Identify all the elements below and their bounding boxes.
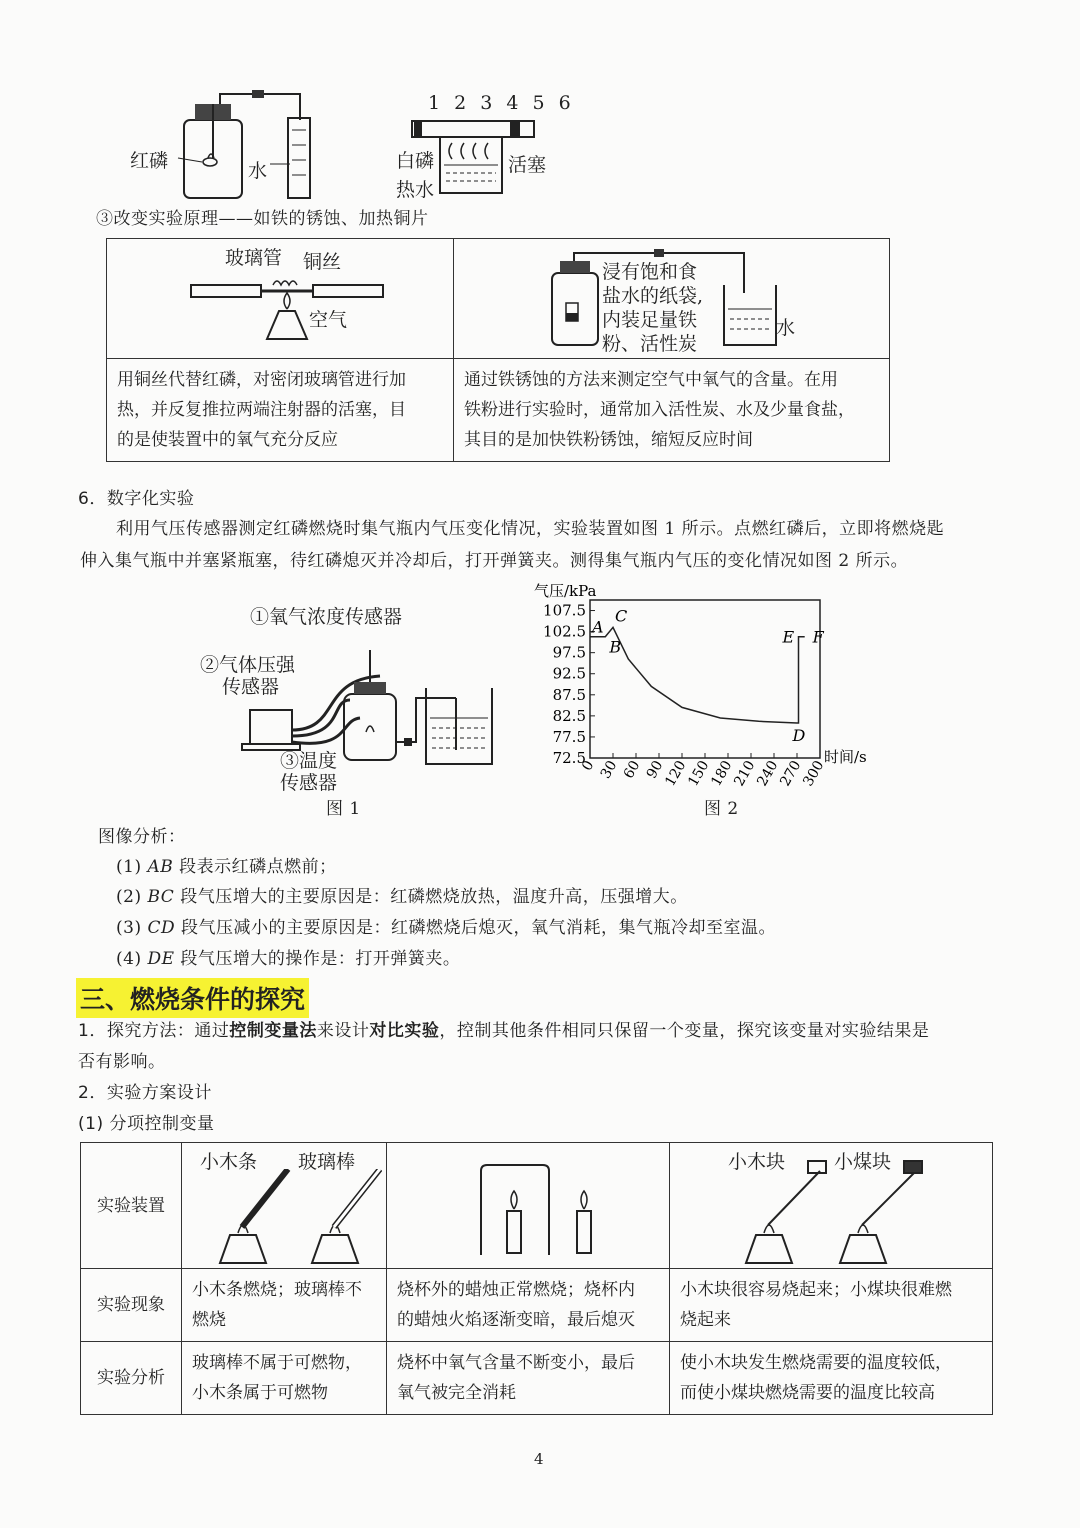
section-heading-change-principle: ③改变实验原理——如铁的锈蚀、加热铜片 [96,209,429,229]
y-tick-label: 92.5 [552,664,586,683]
label-red-phosphorus: 红磷 [130,150,169,172]
x-tick-label: 90 [643,758,667,782]
label-temp-sensor-a: ③温度 [280,750,338,772]
analysis-item-2 [116,882,688,912]
method-para-1 [78,1016,929,1046]
point-label: D [792,726,806,746]
label-oxygen-sensor: ①氧气浓度传感器 [250,606,403,628]
x-axis-label: 时间/s [824,748,867,766]
digital-para-1: 利用气压传感器测定红磷燃烧时集气瓶内气压变化情况，实验装置如图 1 所示。点燃红磷后，立即将燃烧匙 [116,519,945,539]
text-line: 小木条属于可燃物 [192,1383,328,1403]
iron-figure-cell [454,239,890,359]
text-line: 氧气被完全消耗 [397,1383,516,1403]
x-tick-label: 300 [800,758,828,790]
copper-figure-cell [107,239,454,359]
label-scale: 1 2 3 4 5 6 [428,92,575,114]
label-glass-rod: 玻璃棒 [298,1151,356,1173]
x-tick-label: 240 [754,758,782,790]
label-air: 空气 [309,309,348,331]
section-title-combustion: 三、燃烧条件的探究 [76,978,309,1018]
y-tick-label: 87.5 [552,685,586,704]
label-wood-stick: 小木条 [200,1151,258,1173]
fig2-caption: 图 2 [704,799,739,819]
label-hot-water: 热水 [396,179,435,201]
item-text: 段气压减小的主要原因是：红磷燃烧后熄灭，氧气消耗，集气瓶冷却至室温。 [175,918,777,938]
x-tick-label: 210 [731,758,759,790]
pressure-line [590,627,805,723]
row-head-analysis: 实验分析 [81,1342,182,1415]
phenomenon-cell-2 [387,1269,670,1342]
sensor-apparatus-figure [230,620,520,790]
digital-heading: 6．数字化实验 [78,489,195,509]
y-tick-label: 72.5 [552,749,586,767]
label-paper-bag-2: 盐水的纸袋, [602,285,704,307]
item-number: (3) [116,918,148,938]
phenomenon-cell-1 [182,1269,387,1342]
segment-label: BC [147,887,175,907]
y-tick-label: 102.5 [543,622,586,641]
item-text: 段表示红磷点燃前； [173,857,337,877]
fig-wood-glass-cell [182,1143,387,1269]
label-pressure-sensor-b: 传感器 [222,676,280,698]
x-tick-label: 60 [620,758,644,782]
text-line: 用铜丝代替红磷，对密闭玻璃管进行加 [117,370,406,390]
text-span: 来设计 [316,1021,370,1041]
text-line: 而使小煤块燃烧需要的温度比较高 [680,1383,935,1403]
segment-label: DE [147,949,175,969]
y-tick-label: 97.5 [552,643,586,662]
analysis-item-1 [116,852,337,882]
text-line: 通过铁锈蚀的方法来测定空气中氧气的含量。在用 [464,370,838,390]
bold-term: 控制变量法 [229,1021,317,1041]
y-tick-label: 107.5 [543,601,586,620]
label-copper-wire: 铜丝 [303,251,342,273]
label-coal-block: 小煤块 [834,1151,892,1173]
label-white-phosphorus: 白磷 [396,150,435,172]
label-water-2: 水 [776,317,796,339]
text-span: 1．探究方法：通过 [78,1021,230,1041]
y-axis-label: 气压/kPa [534,582,597,600]
row-head-apparatus: 实验装置 [81,1143,182,1269]
iron-text-cell [454,359,890,462]
method-para-3: (1) 分项控制变量 [78,1114,215,1134]
fig-candle-cell [387,1143,670,1269]
text-line: 使小木块发生燃烧需要的温度较低， [680,1353,952,1373]
copper-syringe-figure [187,259,387,359]
text-line: 铁粉进行实验时，通常加入活性炭、水及少量食盐， [464,400,855,420]
item-number: (1) [116,857,148,877]
point-label: C [615,606,628,626]
analysis-item-3 [116,913,776,943]
candle-beaker-figure [477,1161,607,1257]
label-paper-bag-4: 粉、活性炭 [602,333,698,355]
text-line: 小木块很容易烧起来；小煤块很难燃 [680,1280,952,1300]
analysis-title: 图像分析： [98,827,186,847]
method-para-1-cont: 否有影响。 [78,1052,166,1072]
fig1-caption: 图 1 [326,799,361,819]
label-water: 水 [248,160,268,182]
item-text: 段气压增大的操作是：打开弹簧夹。 [174,949,461,969]
combustion-table [80,1142,993,1415]
text-span: ，控制其他条件相同只保留一个变量，探究该变量对实验结果是 [439,1021,930,1041]
label-paper-bag-3: 内装足量铁 [602,309,698,331]
label-piston: 活塞 [508,154,547,176]
analysis-cell-2 [387,1342,670,1415]
label-glass-tube: 玻璃管 [225,247,283,269]
x-tick-label: 0 [579,758,598,774]
point-label: F [812,627,824,647]
text-line: 热，并反复推拉两端注射器的活塞，目 [117,400,406,420]
segment-label: CD [147,918,176,938]
method-para-2: 2．实验方案设计 [78,1083,212,1103]
point-label: E [782,627,795,647]
label-temp-sensor-b: 传感器 [280,772,338,794]
item-number: (2) [116,887,148,907]
digital-para-2: 伸入集气瓶中并塞紧瓶塞，待红磷熄灭并冷却后，打开弹簧夹。测得集气瓶内气压的变化情况如图 2 所示。 [80,551,909,571]
point-label: A [592,617,604,637]
item-text: 段气压增大的主要原因是：红磷燃烧放热，温度升高，压强增大。 [174,887,688,907]
x-tick-label: 180 [708,758,736,790]
x-tick-label: 30 [597,758,621,782]
segment-label: AB [147,857,174,877]
x-tick-label: 120 [662,758,690,790]
page-number: 4 [534,1450,545,1468]
text-line: 烧起来 [680,1310,731,1330]
text-line: 燃烧 [192,1310,226,1330]
y-tick-label: 82.5 [552,706,586,725]
analysis-cell-1 [182,1342,387,1415]
analysis-cell-3 [670,1342,993,1415]
fig-wood-coal-cell [670,1143,993,1269]
analysis-item-4 [116,944,460,974]
wood-glass-figure [202,1169,382,1267]
text-line: 其目的是加快铁粉锈蚀，缩短反应时间 [464,430,753,450]
label-pressure-sensor-a: ②气体压强 [200,654,296,676]
label-paper-bag-1: 浸有饱和食 [602,261,698,283]
label-wood-block: 小木块 [728,1151,786,1173]
item-number: (4) [116,949,148,969]
x-tick-label: 270 [777,758,805,790]
row-head-phenomenon: 实验现象 [81,1269,182,1342]
y-tick-label: 77.5 [552,727,586,746]
text-line: 的蜡烛火焰逐渐变暗，最后熄灭 [397,1310,635,1330]
copper-text-cell [107,359,454,462]
text-line: 烧杯中氧气含量不断变小，最后 [397,1353,635,1373]
text-line: 小木条燃烧；玻璃棒不 [192,1280,362,1300]
point-label: B [609,637,622,657]
copper-iron-table [106,238,890,462]
text-line: 烧杯外的蜡烛正常燃烧；烧杯内 [397,1280,635,1300]
text-line: 的是使装置中的氧气充分反应 [117,430,338,450]
x-tick-label: 150 [685,758,713,790]
phenomenon-cell-3 [670,1269,993,1342]
top-left-apparatus [120,80,320,205]
text-line: 玻璃棒不属于可燃物， [192,1353,362,1373]
bold-term: 对比实验 [369,1021,440,1041]
pressure-chart [530,580,910,790]
